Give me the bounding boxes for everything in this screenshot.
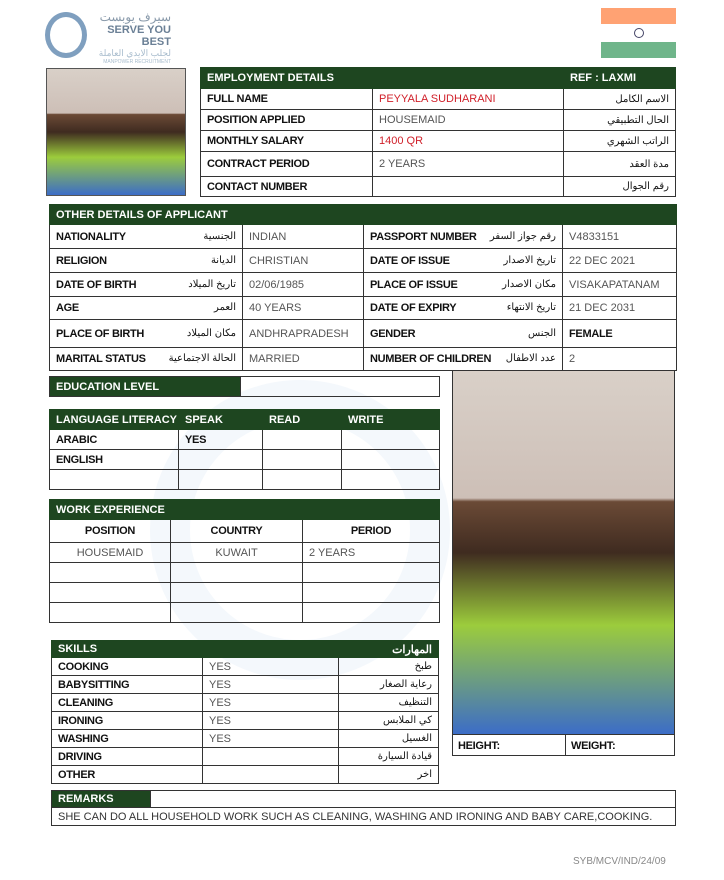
skill-value: YES: [203, 730, 339, 748]
cell: [303, 603, 440, 623]
table-row: [52, 730, 439, 748]
label: AGE: [56, 302, 79, 314]
cell: [50, 583, 171, 603]
applicant-photo-large: [453, 371, 674, 734]
label-ar: عدد الاطفال: [505, 353, 557, 364]
label-ar: الديانة: [210, 254, 236, 266]
cell: [342, 450, 440, 470]
logo-sub: MANPOWER RECRUITMENT: [103, 59, 171, 65]
salary-value: 1400 QR: [373, 131, 564, 152]
cell: [50, 470, 179, 490]
value: INDIAN: [243, 225, 364, 249]
remarks-text: SHE CAN DO ALL HOUSEHOLD WORK SUCH AS CLEANING, WASHING AND IRONING AND BABY CARE,COOKING.: [52, 808, 676, 826]
education-value: [241, 377, 440, 397]
table-row: [50, 450, 440, 470]
skill-value: YES: [203, 712, 339, 730]
skill-name: COOKING: [52, 658, 203, 676]
label-ar: مدة العقد: [564, 152, 676, 177]
cell: [303, 563, 440, 583]
skills-table: [51, 640, 439, 784]
education-table: [49, 376, 440, 397]
label: DATE OF ISSUE: [370, 254, 450, 267]
document-code: SYB/MCV/IND/24/09: [573, 856, 666, 867]
table-row: [52, 694, 439, 712]
skill-name-ar: التنظيف: [339, 694, 439, 712]
skill-name-ar: كي الملابس: [339, 712, 439, 730]
label-ar: تاريخ الميلاد: [188, 278, 236, 290]
header: POSITION: [50, 520, 171, 543]
skill-name: CLEANING: [52, 694, 203, 712]
label-ar: الجنس: [527, 327, 557, 339]
label-ar: الحالة الاجتماعية: [168, 353, 236, 364]
cell: [342, 470, 440, 490]
cell: [342, 430, 440, 450]
skill-name-ar: قيادة السيارة: [339, 748, 439, 766]
employment-details-table: [200, 67, 676, 197]
weight-label: WEIGHT:: [571, 740, 616, 752]
table-row: [52, 676, 439, 694]
skill-name: DRIVING: [52, 748, 203, 766]
table-row: [50, 470, 440, 490]
employment-title: EMPLOYMENT DETAILS: [201, 68, 564, 89]
remarks-title: REMARKS: [52, 791, 151, 808]
value: 2: [563, 348, 677, 371]
table-row: [52, 712, 439, 730]
skills-title: SKILLS: [52, 641, 339, 658]
work-experience-table: [49, 499, 440, 623]
label: PLACE OF ISSUE: [370, 278, 458, 291]
skill-name-ar: اخر: [339, 766, 439, 784]
value: 40 YEARS: [243, 297, 364, 320]
cell: [263, 470, 342, 490]
value: 02/06/1985: [243, 273, 364, 297]
applicant-photo-small: [46, 68, 186, 196]
table-row: [50, 273, 677, 297]
table-row: [50, 249, 677, 273]
table-row: [50, 225, 677, 249]
cell: [263, 430, 342, 450]
label-ar: تاريخ الاصدار: [503, 254, 557, 266]
label: MONTHLY SALARY: [201, 131, 373, 152]
header: PERIOD: [303, 520, 440, 543]
value: 21 DEC 2031: [563, 297, 677, 320]
cell: [303, 583, 440, 603]
other-details-title: OTHER DETAILS OF APPLICANT: [50, 205, 364, 225]
table-row: [52, 766, 439, 784]
cell: [179, 450, 263, 470]
contact-value: [373, 177, 564, 197]
cell: [179, 470, 263, 490]
header: SPEAK: [179, 410, 263, 430]
skill-value: [203, 766, 339, 784]
logo-ar-sub: لجلب الايدي العاملة: [98, 48, 171, 58]
skill-value: YES: [203, 694, 339, 712]
label: PASSPORT NUMBER: [370, 230, 477, 243]
skill-name: BABYSITTING: [52, 676, 203, 694]
value: MARRIED: [243, 348, 364, 371]
education-title: EDUCATION LEVEL: [50, 377, 241, 397]
remarks-table: [51, 790, 676, 826]
label: CONTRACT PERIOD: [201, 152, 373, 177]
cell: [171, 603, 303, 623]
header: WRITE: [342, 410, 440, 430]
value: CHRISTIAN: [243, 249, 364, 273]
table-row: [50, 543, 440, 563]
skill-value: [203, 748, 339, 766]
value: ANDHRAPRADESH: [243, 320, 364, 348]
skill-name-ar: الغسيل: [339, 730, 439, 748]
cell: [171, 583, 303, 603]
label: RELIGION: [56, 254, 107, 267]
logo: [45, 10, 175, 65]
table-row: [50, 583, 440, 603]
label-ar: الاسم الكامل: [564, 89, 676, 110]
label-ar: رقم الجوال: [564, 177, 676, 197]
work-title: WORK EXPERIENCE: [50, 500, 440, 520]
header: READ: [263, 410, 342, 430]
label: POSITION APPLIED: [201, 110, 373, 131]
label: NATIONALITY: [56, 230, 126, 243]
label-ar: الجنسية: [203, 230, 236, 242]
label-ar: تاريخ الانتهاء: [506, 302, 557, 313]
skill-name: OTHER: [52, 766, 203, 784]
applicant-photo-large-frame: [452, 370, 675, 756]
value: V4833151: [563, 225, 677, 249]
label: DATE OF EXPIRY: [370, 302, 457, 314]
logo-en: SERVE YOU BEST: [107, 24, 171, 48]
label: PLACE OF BIRTH: [56, 327, 145, 340]
cell: [263, 450, 342, 470]
contract-value: 2 YEARS: [373, 152, 564, 177]
cell: [50, 603, 171, 623]
label: MARITAL STATUS: [56, 353, 146, 365]
header: LANGUAGE LITERACY: [50, 410, 179, 430]
table-row: [52, 658, 439, 676]
label-ar: مكان الاصدار: [502, 278, 557, 290]
skill-value: YES: [203, 658, 339, 676]
label: CONTACT NUMBER: [201, 177, 373, 197]
logo-ar: سيرف يوبست: [99, 10, 171, 24]
label-ar: العمر: [214, 302, 236, 313]
cell: ENGLISH: [50, 450, 179, 470]
label-ar: الحال التطبيقي: [564, 110, 676, 131]
skill-name-ar: رعاية الصغار: [339, 676, 439, 694]
value: 22 DEC 2021: [563, 249, 677, 273]
label: DATE OF BIRTH: [56, 278, 137, 291]
position-value: HOUSEMAID: [373, 110, 564, 131]
cell: ARABIC: [50, 430, 179, 450]
table-row: [50, 430, 440, 450]
cell: YES: [179, 430, 263, 450]
other-details-table: [49, 204, 677, 371]
label-ar: مكان الميلاد: [186, 327, 236, 339]
cell: HOUSEMAID: [50, 543, 171, 563]
value: FEMALE: [563, 320, 677, 348]
value: VISAKAPATANAM: [563, 273, 677, 297]
label: FULL NAME: [201, 89, 373, 110]
label: NUMBER OF CHILDREN: [370, 353, 492, 365]
header: COUNTRY: [171, 520, 303, 543]
table-row: [50, 320, 677, 348]
height-label: HEIGHT:: [453, 735, 566, 756]
full-name-value: PEYYALA SUDHARANI: [373, 89, 564, 110]
skills-title-ar: المهارات: [339, 641, 439, 658]
skill-value: YES: [203, 676, 339, 694]
cell: [171, 563, 303, 583]
logo-emblem-icon: [45, 12, 87, 58]
cell: [50, 563, 171, 583]
table-row: [52, 748, 439, 766]
table-row: [50, 603, 440, 623]
ref-label: REF : LAXMI: [564, 68, 676, 89]
skill-name: IRONING: [52, 712, 203, 730]
skill-name: WASHING: [52, 730, 203, 748]
table-row: [50, 348, 677, 371]
table-row: [50, 563, 440, 583]
cell: 2 YEARS: [303, 543, 440, 563]
label-ar: الراتب الشهري: [564, 131, 676, 152]
india-flag-icon: [601, 8, 676, 58]
language-table: [49, 409, 440, 490]
label-ar: رقم جواز السفر: [489, 230, 557, 242]
skill-name-ar: طبخ: [339, 658, 439, 676]
label: GENDER: [370, 327, 416, 340]
cell: KUWAIT: [171, 543, 303, 563]
table-row: [50, 297, 677, 320]
